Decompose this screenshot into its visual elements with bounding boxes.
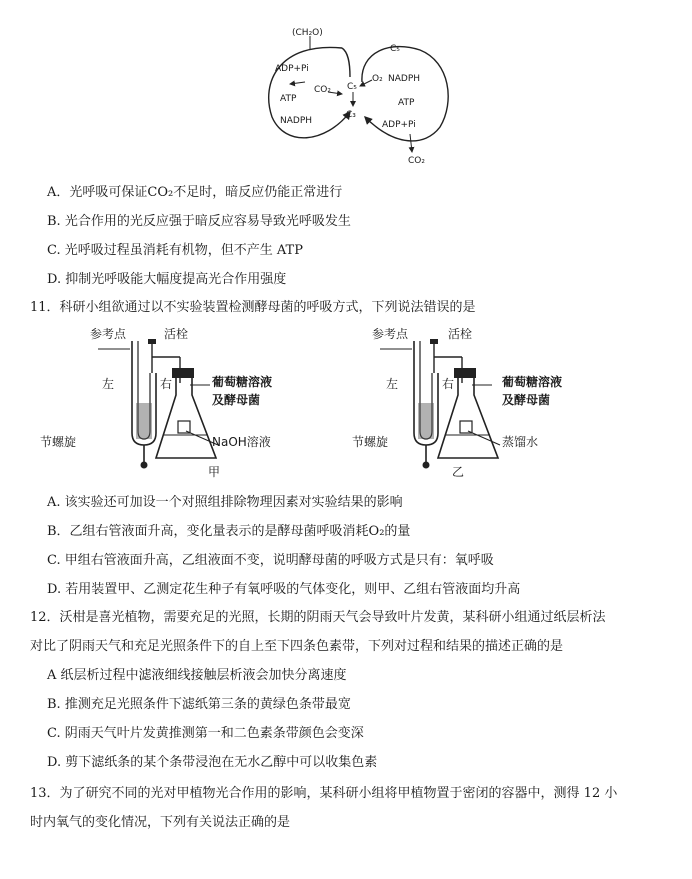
u-tube-liquid [418,403,434,439]
q13-stem-line1: 13．为了研究不同的光对甲植物光合作用的影响，某科研小组将甲植物置于密闭的容器中，测得 12 小 [30,786,618,801]
knob [423,462,430,469]
q10-option-a: A．光呼吸可保证CO₂不足时，暗反应仍能正常进行 [47,185,343,200]
q10-option-b: B. 光合作用的光反应强于暗反应容易导致光呼吸发生 [47,214,351,229]
q12-option-a: A 纸层析过程中滤液细线接触层析液会加快分离速度 [47,668,347,683]
q11-option-a: A. 该实验还可加设一个对照组排除物理因素对实验结果的影响 [47,495,403,510]
yi-ref-point: 参考点 [372,327,409,341]
small-beaker [460,421,472,433]
label-co2-mid: CO₂ [314,85,331,95]
small-beaker [178,421,190,433]
jia-left: 左 [102,377,115,391]
jia-stopcock: 活栓 [164,327,189,341]
label-ch2o: (CH₂O) [292,28,323,38]
q13-stem-line2: 时内氧气的变化情况，下列有关说法正确的是 [30,815,291,830]
q10-option-c: C. 光呼吸过程虽消耗有机物，但不产生 ATP [47,243,303,258]
apparatus-jia-svg [40,323,320,483]
jia-caption: 甲 [208,465,221,479]
label-left-atp: ATP [280,94,297,104]
label-c5-right: C₅ [390,44,400,54]
label-c3-left: C₃ [346,110,356,120]
yi-glucose: 葡萄糖溶液 [502,375,563,389]
knob [141,462,148,469]
label-left-adp: ADP+Pi [275,64,309,74]
calvin-photorespiration-diagram [250,22,460,172]
label-c5-left: C₅ [347,82,357,92]
jia-yeast: 及酵母菌 [212,393,261,407]
label-adp-right: ADP+Pi [382,120,416,130]
jia-solution: NaOH溶液 [212,435,271,449]
yi-stopcock: 活栓 [448,327,473,341]
q11-stem: 11．科研小组欲通过以不实验装置检测酵母菌的呼吸方式，下列说法错误的是 [30,300,476,315]
label-atp-right: ATP [398,98,415,108]
yi-knob: 节螺旋 [352,435,389,449]
flask-stopper [172,368,194,378]
q11-option-c: C. 甲组右管液面升高，乙组液面不变，说明酵母菌的呼吸方式是只有：氧呼吸 [47,553,494,568]
adp-arrow [290,82,305,84]
q12-option-c: C. 阴雨天气叶片发黄推测第一和二色素条带颜色会变深 [47,726,364,741]
co2-out-arrow [410,134,412,152]
jia-right: 右 [160,377,173,391]
yi-caption: 乙 [452,465,465,479]
label-nadph-right: NADPH [388,74,421,84]
jia-knob: 节螺旋 [40,435,77,449]
yi-solution: 蒸馏水 [502,435,539,449]
u-tube-liquid [136,403,152,439]
q12-stem-line2: 对比了阴雨天气和充足光照条件下的自上至下四条色素带，下列对过程和结果的描述正确的是 [30,639,564,654]
apparatus-jia [40,323,320,483]
yi-right: 右 [442,377,455,391]
label-co2-bottom: CO₂ [408,156,425,166]
q11-option-d: D. 若用装置甲、乙测定花生种子有氧呼吸的气体变化，则甲、乙组右管液面均升高 [47,582,521,597]
q10-option-d: D. 抑制光呼吸能大幅度提高光合作用强度 [47,272,287,287]
q11-option-b: B．乙组右管液面升高，变化量表示的是酵母菌呼吸消耗O₂的量 [47,524,411,539]
calvin-cycle-arc-top [342,48,350,77]
yi-left: 左 [386,377,399,391]
label-o2-right: O₂ [372,74,383,84]
apparatus-yi [352,323,652,483]
flask-stopper [454,368,476,378]
q12-option-b: B. 推测充足光照条件下滤纸第三条的黄绿色条带最宽 [47,697,351,712]
yi-yeast: 及酵母菌 [502,393,551,407]
q12-stem-line1: 12．沃柑是喜光植物，需要充足的光照，长期的阴雨天气会导致叶片发黄，某科研小组通过纸层析法 [30,610,606,625]
jia-glucose: 葡萄糖溶液 [212,375,273,389]
jia-ref-point: 参考点 [90,327,127,341]
q12-option-d: D. 剪下滤纸条的某个条带浸泡在无水乙醇中可以收集色素 [47,755,378,770]
label-left-nadph: NADPH [280,116,313,126]
